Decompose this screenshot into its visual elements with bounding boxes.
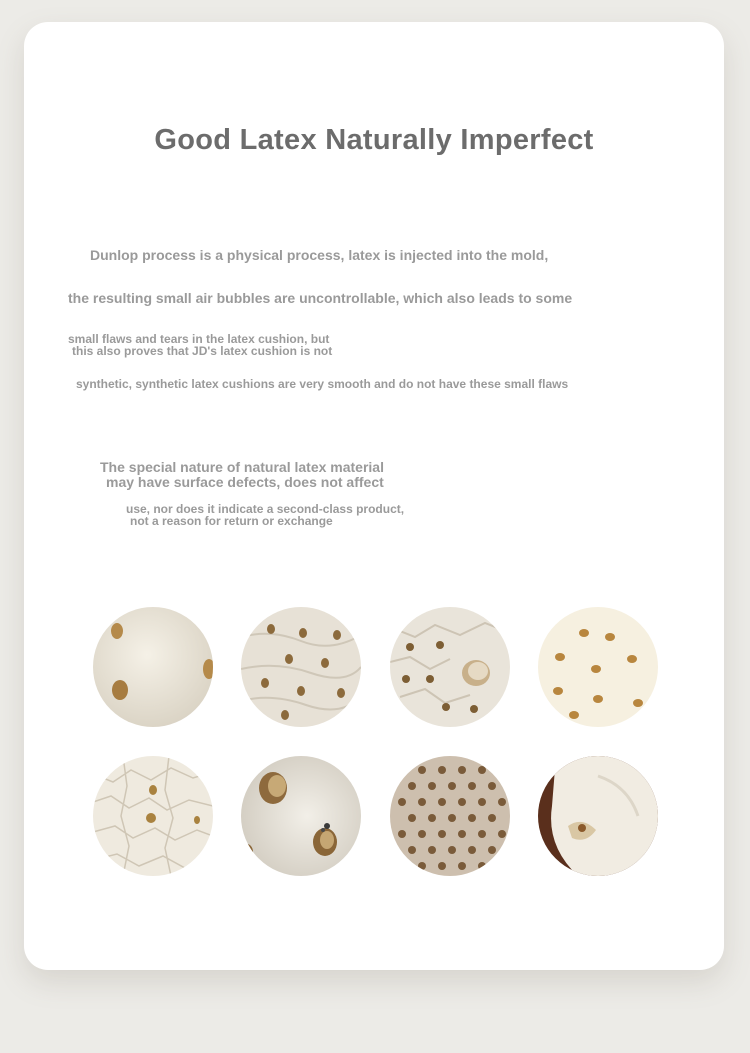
paragraph2-line2: may have surface defects, does not affect bbox=[106, 474, 384, 490]
paragraph2-line3: use, nor does it indicate a second-class product, bbox=[126, 502, 405, 516]
latex-sample-image-1 bbox=[93, 607, 213, 727]
latex-sample-image-2 bbox=[241, 607, 361, 727]
paragraph1-line1: Dunlop process is a physical process, latex is injected into the mold, bbox=[90, 247, 549, 263]
paragraph1-line3: small flaws and tears in the latex cushion, but bbox=[68, 332, 330, 346]
page-title: Good Latex Naturally Imperfect bbox=[154, 124, 594, 156]
paragraph2-line1: The special nature of natural latex material bbox=[100, 459, 384, 475]
latex-sample-image-6 bbox=[241, 756, 361, 876]
latex-sample-image-7 bbox=[390, 756, 510, 876]
paragraph1-line4: this also proves that JD's latex cushion is not bbox=[72, 344, 333, 358]
paragraph2-block1 bbox=[100, 460, 384, 490]
paragraph1-line2: the resulting small air bubbles are uncontrollable, which also leads to some bbox=[68, 290, 573, 306]
paragraph2-line4: not a reason for return or exchange bbox=[130, 514, 333, 528]
paragraph1-line5: synthetic, synthetic latex cushions are very smooth and do not have these small flaws bbox=[76, 377, 569, 391]
latex-sample-image-4 bbox=[538, 607, 658, 727]
paragraph2-block2 bbox=[126, 503, 404, 527]
content-card bbox=[24, 22, 724, 970]
latex-sample-image-8 bbox=[538, 756, 658, 876]
latex-sample-image-5 bbox=[93, 756, 213, 876]
paragraph1-line3-4 bbox=[68, 333, 332, 357]
latex-sample-image-3 bbox=[390, 607, 510, 727]
